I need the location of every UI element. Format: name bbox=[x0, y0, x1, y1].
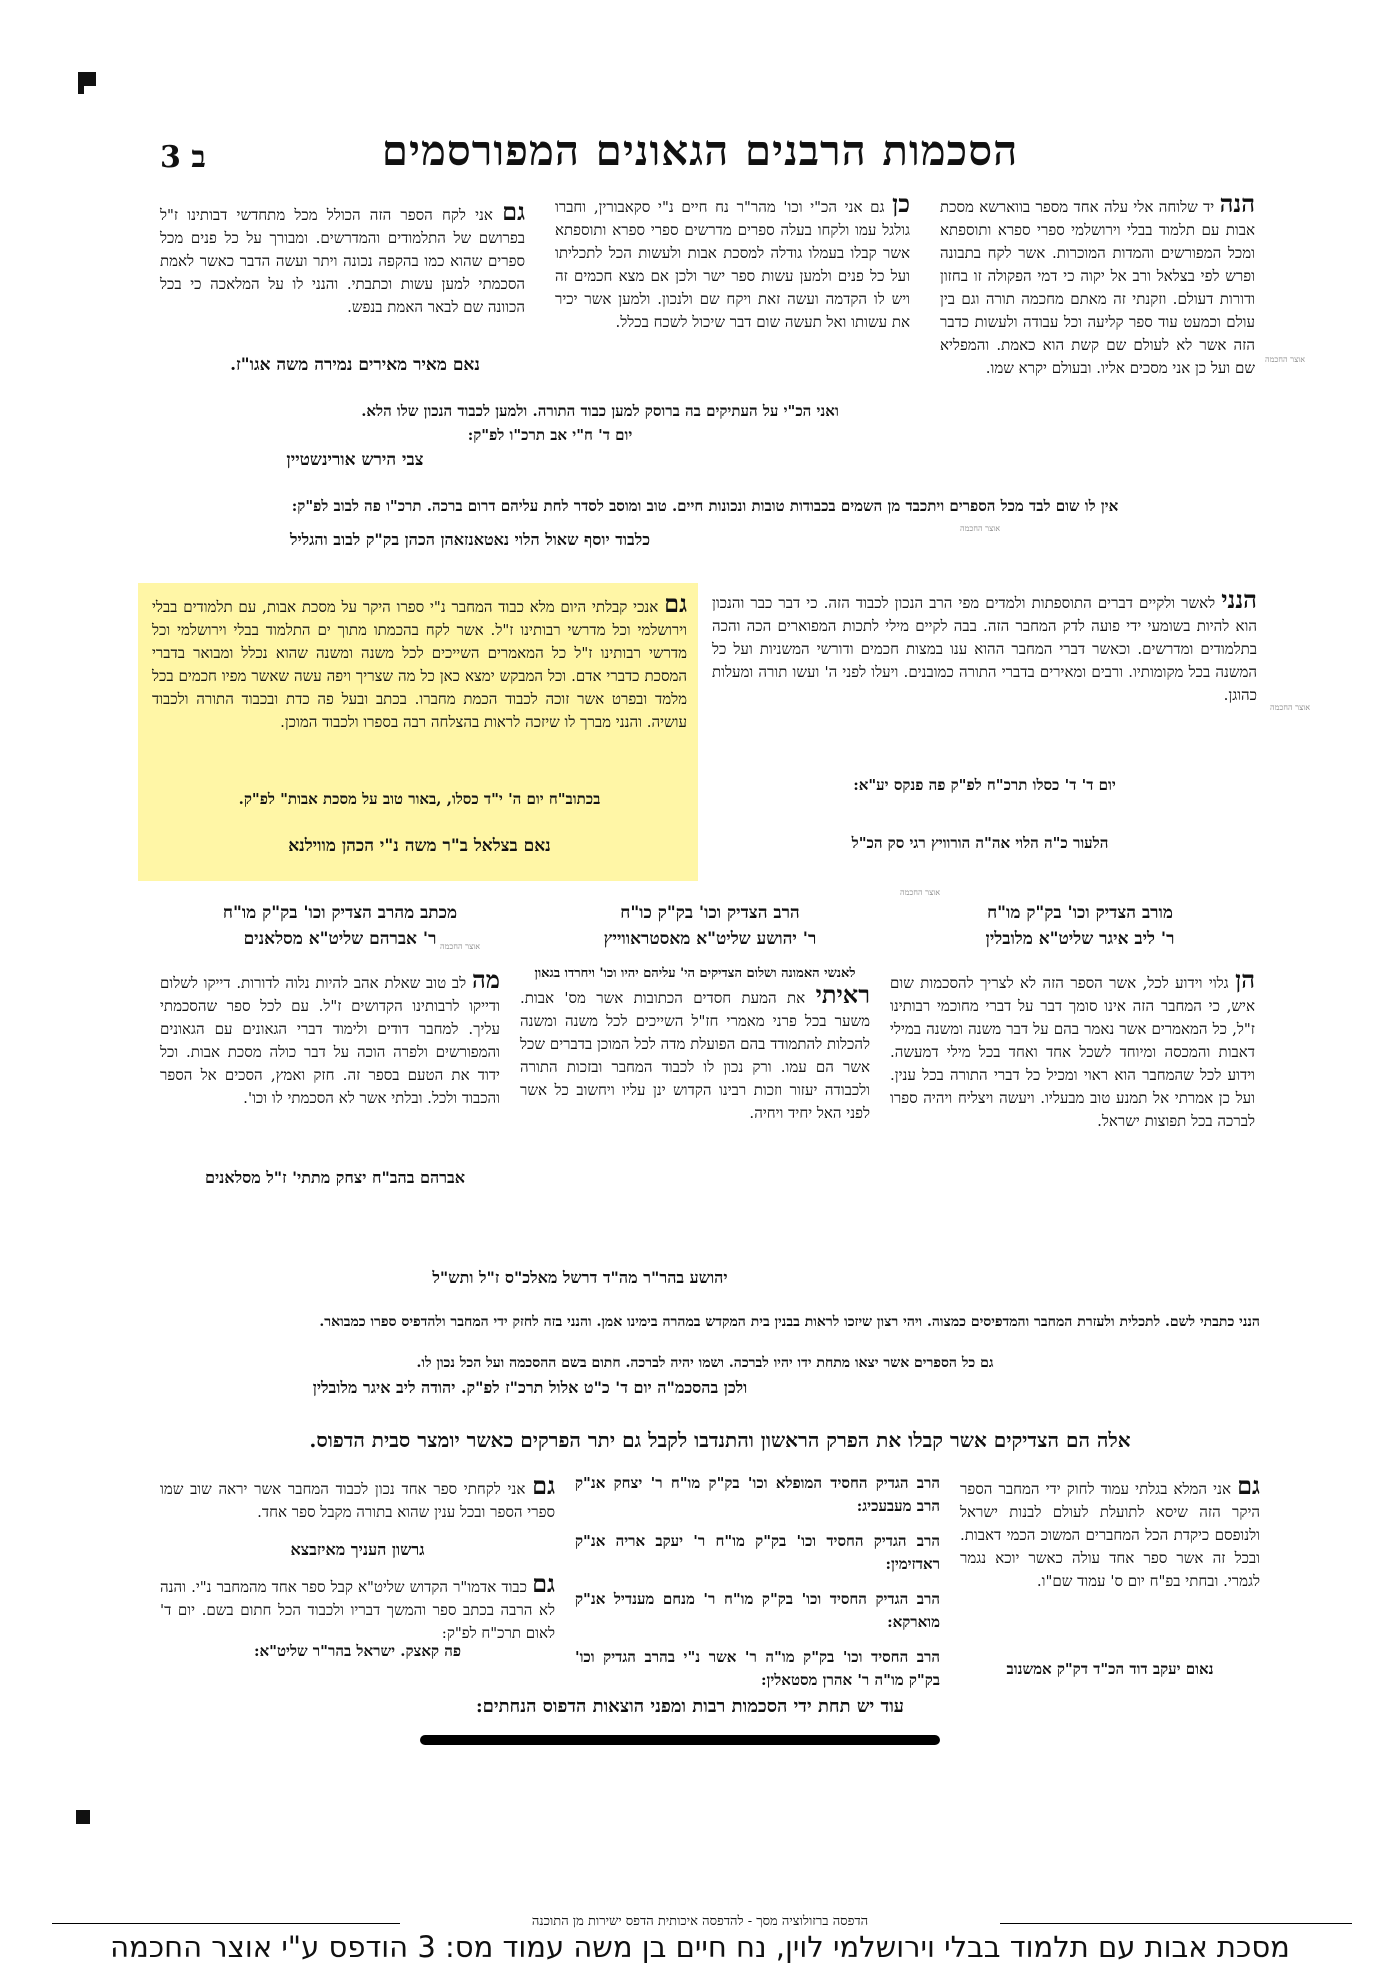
approval-right-col bbox=[940, 189, 1255, 380]
corner-marker-top-tail bbox=[78, 72, 84, 94]
watermark-note: אוצר החכמה bbox=[1270, 703, 1311, 712]
rabbi-heading-line: ר' יהושע שליט"א מאסטראווייץ bbox=[603, 929, 817, 949]
signature: נאם מאיר מאירים נמירה משה אגו"ז. bbox=[230, 355, 480, 375]
full-width-line: הנני כתבתי לשם. לתכלית ולעזרת המחבר והמדפיסים כמצוה. ויהי רצון שיזכו לראות בבנין בית המקדש במהרה בימינו אמן. והנני בזה לחזק ידי המחבר ולהדפיס ספרו כמבואר. bbox=[319, 1314, 1260, 1330]
approval-left-col bbox=[160, 197, 525, 319]
closing-line: עוד יש תחת ידי הסכמות רבות ומפני הוצאות הדפוס הנחתים: bbox=[475, 1696, 904, 1717]
lead-word: גם bbox=[532, 1569, 555, 1598]
approval-text: גלוי וידוע לכל, אשר הספר הזה לא לצריך להסכמות שום איש, כי המחבר הזה אינו סומך דבר על דברי מחוכמי רבותינו ז"ל, כל המאמרים אשר נאמר בהם על דבר משנה ומשנה במילי דאבות והמכסה ומיוחד לשכל אחד ואחד בכל מילי דמעשה. וידוע לכל שהמחבר הוא ראוי ומכיל כל דברי התורה בכל ענין. ועל כן אמרתי אל תמנע טוב מבעליו. ויעשה ויצליח ויהיה ספרו לברכה בכל תפוצות ישראל. bbox=[890, 974, 1255, 1130]
page-number: ב 3 bbox=[160, 140, 206, 175]
signature: יהושע בהר"ר מה"ד דרשל מאלכ"ס ז"ל ותש"ל bbox=[432, 1268, 728, 1287]
page-title: הסכמות הרבנים הגאונים המפורסמים bbox=[381, 126, 1019, 175]
approval-text: יד שלוחה אלי עלה אחד מספר בווארשא מסכת אבות עם תלמוד בבלי וירושלמי ספרי ספרא ותוספתא ומכל המפורשים והמדות המוכרות. אשר לקח בתבונה ופרש לפי בצלאל ורב אל יקוה כי דמי הפקולה זו בחזון ודורות דעולם. וזקנתי זה מאתם מחכמה תורה וגם בין עולם וכמעט עוד ספר קליעה וכל עבודה ולעשות כדבר הזה אשר לא לעולם שם קשת הוא כאמת. והמפליא שם ועל כן אני מסכים אליו. ובעולם יקרא שמו. bbox=[940, 198, 1255, 377]
approval-left-col bbox=[160, 1471, 555, 1524]
rabbi-heading bbox=[540, 900, 880, 952]
rabbi-heading-line: ר' אברהם שליט"א מסלאנים bbox=[243, 929, 437, 949]
approval-text: אני לקח הספר הזה הכולל מכל מתחדשי דבותינו ז"ל בפרושם של התלמודים והמדרשים. ומבורך על כל פנים מכל ספרים שהוא כמו בהקפה נכונה ויתר ועשה הדבר כאשר לאמת הסכמתי למען עשות וכתבתי. והנני לו על המלאכה כי בכל הכוונה שם לבאר האמת בנפש. bbox=[160, 206, 525, 316]
signature-note: ואני הכ"י על העתיקים בה ברוסק למען כבוד התורה. ולמען לכבוד הנכון שלו הלא. bbox=[361, 402, 839, 420]
watermark-note: אוצר החכמה bbox=[1265, 355, 1306, 364]
approval-right-col bbox=[960, 1471, 1260, 1593]
lead-word: גם bbox=[664, 589, 687, 618]
rabbi-heading bbox=[900, 900, 1260, 952]
approval-text: לאשר ולקיים דברים התוספתות ולמדים מפי הרב הנכון לכבוד הזה. כי דבר כבר והנכון הוא להיות בשומעי ידי פועה לדק המחבר הזה. בבה לקיים מילי לתכות המפוארים הכה והכה בתלמודים ומדרשים. וכאשר דברי המחבר ההוא ענו במצות חכמים ודורשי המשניות ועל כל המשנה בכל מקומותיו. ורבים ומאירים בדברי התורה כמובנים. ויעלו לפני ה' ועשו תורה ומעלות כהוגן. bbox=[712, 594, 1257, 704]
approval-text: לב טוב שאלת אהב להיות נלוה לדורות. דייקו לשלום ודייקו לרבותינו הקדושים ז"ל. עם לכל ספר שהסכמתי עליך. למחבר דודים ולימוד דברי הגאונים עם הגאונים והמפורשים ולפרה הוכה על דבר כולה מסכת אבות. וכל ידוד את הטעם בספר זה. חזק ואמץ, הסכים אל הספר והכבוד ולכל. ובלתי אשר לא הסכמתי לו וכו'. bbox=[160, 974, 500, 1107]
approval-left-col bbox=[160, 965, 500, 1110]
approval-text: כבוד אדמו"ר הקדוש שליט"א קבל ספר אחד מהמחבר נ"י. והנה לא הרבה בכתב ספר והמשך דבריו ולכבוד הכל חתום בשם. יום ד' לאום תרכ"ח לפ"ק: bbox=[160, 1578, 555, 1642]
rabbi-heading-line: ר' ליב איגר שליט"א מלובלין bbox=[985, 929, 1175, 949]
full-width-line: גם כל הספרים אשר יצאו מתחת ידו יהיו לברכה. ושמו יהיה לברכה. חתום בשם ההסכמה ועל הכל נכון לו. bbox=[416, 1355, 994, 1371]
approval-text: את המעת חסדים הכתובות אשר מס' אבות. משער בכל פרני מאמרי חז"ל השייכים לכל משנה ומשנה להכלות להתמודד בהם הפועלת מדה לכל המוכן בדברים שכל אשר הם עמו. ורק נכון לו לכבוד המחבר ובזכות התורה ולכבודה יעזור וזכות רבינו הקדוש ינן עליו ויחשוב כל אשר לפני האל יחיד ויחיה. bbox=[520, 989, 870, 1122]
approval-text: אנכי קבלתי היום מלא כבוד המחבר נ"י ספרו היקר על מסכת אבות, עם תלמודים בבלי וירושלמי וכל מדרשי רבותינו ז"ל. אשר לקח בהכמתו מתוך ים התלמוד בבלי וירושלמי וכל מדרשי רבותינו ז"ל כל המאמרים השייכים לכל משנה ומשנה שהוא נכלל ומבואר בדברי המסכת כדברי אדם. וכל המבקש ימצא כאן כל מה שצריך ויפה עשה שאשר מפיו חכמים בכל מלמד ובפרט אשר זוכה לכבוד הכמת מחברו. בכתב ובעל פה כדת ובכבוד התורה ולכבוד עושיה. והנני מברך לו שיזכה לראות בהצלחה רבה בספרו ולכבוד המוכן. bbox=[152, 598, 687, 731]
approval-preface: לאנשי האמונה ושלום הצדיקים הי' עליהם יהיו וכו' ויחרדו בגאון bbox=[534, 966, 856, 981]
lead-word: הן bbox=[1235, 965, 1255, 994]
rabbi-heading-line: מכתב מהרב הצדיק וכו' בק"ק מו"ח bbox=[222, 903, 458, 923]
footer-citation: מסכת אבות עם תלמוד בבלי וירושלמי לוין, נח חיים בן משה עמוד מס: 3 הודפס ע"י אוצר החכמה bbox=[110, 1930, 1290, 1964]
ornamental-divider bbox=[420, 1735, 940, 1745]
watermark-note: אוצר החכמה bbox=[900, 888, 941, 897]
lead-word: מה bbox=[471, 965, 500, 994]
signature: גרשון העניך מאיזבצא bbox=[290, 1540, 425, 1559]
section-heading: אלה הם הצדיקים אשר קבלו את הפרק הראשון והתנדבו לקבל גם יתר הפרקים כאשר יומצר סבית הדפוס. bbox=[309, 1428, 1131, 1452]
approval-middle-col bbox=[520, 964, 870, 1125]
full-width-line: אין לו שום לבד מכל הספרים ויתכבד מן השמים בכבודות טובות ונכונות חיים. טוב ומוסב לסדר לחת עליהם דרום ברכה. תרכ"ו פה לבוב לפ"ק: bbox=[291, 497, 1119, 515]
watermark-note: אוצר החכמה bbox=[960, 524, 1001, 533]
corner-marker-bottom bbox=[76, 1810, 90, 1824]
approval-middle-col bbox=[575, 1472, 940, 1692]
approval-left-col bbox=[152, 589, 687, 734]
approval-right-col bbox=[712, 585, 1257, 707]
lead-word: גם bbox=[502, 197, 525, 226]
supporter-entry: הרב הגדיק החסיד וכו' בק"ק מו"ח ר' יעקב אריה אנ"ק ראדזימין: bbox=[575, 1532, 940, 1573]
signature: צבי הירש אורינשטיין bbox=[286, 450, 424, 470]
signature: פה קאצק. ישראל בהר"ר שליט"א: bbox=[253, 1642, 462, 1660]
lead-word: הנה bbox=[1219, 189, 1255, 218]
signature: ולכן בהסכמ"ה יום ד' כ"ט אלול תרכ"ז לפ"ק. יהודה ליב איגר מלובלין bbox=[312, 1378, 748, 1397]
approval-right-col bbox=[890, 965, 1255, 1133]
lead-word: הנני bbox=[1221, 585, 1257, 614]
signature: נאום יעקב דוד הכ"ד דק"ק אמשנוב bbox=[1006, 1660, 1214, 1678]
lead-word: כן bbox=[892, 189, 910, 218]
signature-date: יום ד' ד' כסלו תרכ"ח לפ"ק פה פנקס יע"א: bbox=[853, 776, 1116, 794]
signature-date: יום ד' ח"י אב תרכ"ו לפ"ק: bbox=[467, 426, 633, 444]
lead-word: ראיתי bbox=[815, 980, 870, 1009]
rabbi-heading-line: מורב הצדיק וכו' בק"ק מו"ח bbox=[987, 903, 1173, 923]
signature: נאם בצלאל ב"ר משה נ"י הכהן מווילנא bbox=[288, 836, 551, 856]
approval-text: גם אני הכ"י וכו' מהר"ר נח חיים נ"י סקאבורין, וחברו גולגל עמו ולקחו בעלה ספרים מדרשים ספרי ספרא ותוספתא אשר קבלו בעמלו גודלה למסכת אבות ולעשות הכל לתכליתו ועל כל פנים ולמען עשות ספר ישר ולכן אם מצא חכמים זה ויש לו הקדמה ועשה זאת ויקח שם ולנכון. ולמען אשר יכיר את עשותו ואל תעשה שום דבר שיכול לשכח בכלל. bbox=[555, 198, 910, 331]
lead-word: גם bbox=[1237, 1471, 1260, 1500]
signature: אברהם בהב"ח יצחק מתתי' ז"ל מסלאנים bbox=[204, 1168, 466, 1187]
approval-middle-col bbox=[555, 189, 910, 334]
signature: כלבוד יוסף שאול הלוי נאטאנזאהן הכהן בק"ק לבוב והגליל bbox=[289, 530, 651, 549]
approval-text: אני המלא בגלתי עמוד לחוק ידי המחבר הספר היקר הזה שיסא לתועלת לעולם לבנות ישראל ולנופסם כיקדת הכל המחברים המשוכ הכמי דאבות. ובכל זה אשר ספר אחד עולה כאשר יוכא נגמר לגמרי. ובחתי בפ"ח יום ס' עמוד שם"ו. bbox=[960, 1480, 1260, 1590]
signature-date: בכתוב"ח יום ה' י"ד כסלו, ,באור טוב על מסכת אבות" לפ"ק. bbox=[238, 790, 601, 808]
supporter-entry: הרב הגדיק החסיד וכו' בק"ק מו"ח ר' מנחם מענדיל אנ"ק מוארקא: bbox=[575, 1590, 940, 1631]
supporter-entry: הרב החסיד וכו' בק"ק מו"ה ר' אשר נ"י בהרב הגדיק וכו' בק"ק מו"ה ר' אהרן מסטאלין: bbox=[575, 1648, 940, 1689]
signature: הלעור כ"ה הלוי אה"ה הורוויץ רגי סק הכ"ל bbox=[851, 834, 1109, 852]
rabbi-heading-line: הרב הצדיק וכו' בק"ק כו"ח bbox=[620, 903, 800, 923]
footer-print-note: הדפסה ברזולוציה מסך - להדפסה איכותית הדפס ישירות מן התוכנה bbox=[400, 1913, 1000, 1929]
watermark-note: אוצר החכמה bbox=[440, 942, 481, 951]
lead-word: גם bbox=[532, 1471, 555, 1500]
approval-text: אני לקחתי ספר אחד נכון לכבוד המחבר אשר יראה שוב שמו ספרי הספר ובכל ענין שהוא בתורה מקבל ספר אחד. bbox=[160, 1480, 555, 1521]
approval-left-col bbox=[160, 1569, 555, 1645]
supporter-entry: הרב הגדיק החסיד המופלא וכו' בק"ק מו"ח ר' יצחק אנ"ק הרב מעבעכיג: bbox=[575, 1474, 940, 1515]
